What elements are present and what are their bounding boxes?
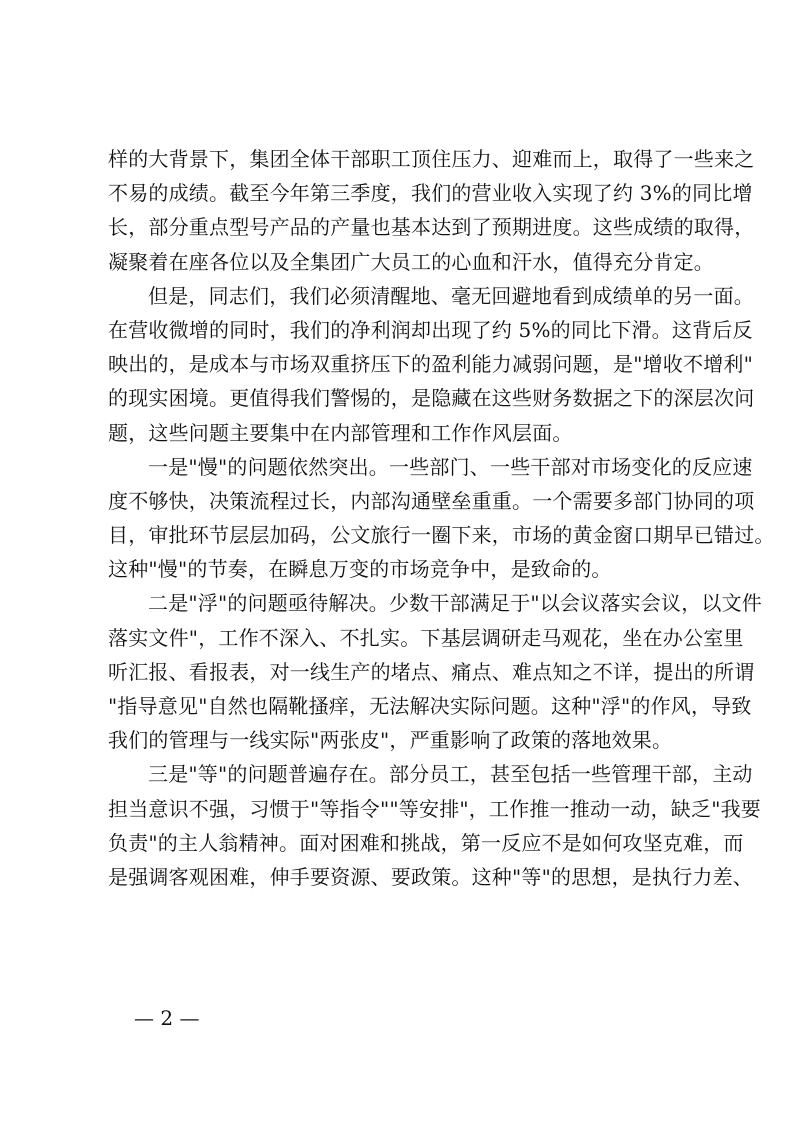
- paragraph: [108, 450, 775, 587]
- page-number: — 2 —: [134, 1006, 200, 1030]
- paragraph: [108, 757, 761, 894]
- document-body: [108, 142, 775, 894]
- text-line: 担当意识不强，习惯于"等指令""等安排"，工作推一推动一动，缺乏"我要: [108, 796, 761, 821]
- text-line: 我们的管理与一线实际"两张皮"，严重影响了政策的落地效果。: [108, 728, 673, 753]
- text-line: 三是"等"的问题普遍存在。部分员工，甚至包括一些管理干部，主动: [148, 762, 753, 787]
- text-line: 二是"浮"的问题亟待解决。少数干部满足于"以会议落实会议，以文件: [148, 591, 762, 616]
- text-line: 落实文件"，工作不深入、不扎实。下基层调研走马观花，坐在办公室里: [108, 625, 744, 650]
- text-line: 映出的，是成本与市场双重挤压下的盈利能力减弱问题，是"增收不增利": [108, 352, 753, 377]
- text-line: "指导意见"自然也隔靴搔痒，无法解决实际问题。这种"浮"的作风，导致: [108, 694, 752, 718]
- text-line: 题，这些问题主要集中在内部管理和工作作风层面。: [108, 420, 573, 445]
- text-line: 不易的成绩。截至今年第三季度，我们的营业收入实现了约 3%的同比增: [108, 181, 753, 206]
- text-line: 凝聚着在座各位以及全集团广大员工的心血和汗水，值得充分肯定。: [108, 249, 714, 274]
- text-line: 听汇报、看报表，对一线生产的堵点、痛点、难点知之不详，提出的所谓: [108, 659, 755, 684]
- text-line: 的现实困境。更值得我们警惕的，是隐藏在这些财务数据之下的深层次问: [108, 386, 755, 411]
- text-line: 负责"的主人翁精神。面对困难和挑战，第一反应不是如何攻坚克难，而: [108, 830, 744, 855]
- text-line: 一是"慢"的问题依然突出。一些部门、一些干部对市场变化的反应速: [148, 454, 753, 479]
- text-line: 样的大背景下，集团全体干部职工顶住压力、迎难而上，取得了一些来之: [108, 147, 755, 171]
- text-line: 是强调客观困难，伸手要资源、要政策。这种"等"的思想，是执行力差、: [108, 864, 753, 889]
- text-line: 长，部分重点型号产品的产量也基本达到了预期进度。这些成绩的取得，: [108, 215, 755, 240]
- text-line: 度不够快，决策流程过长，内部沟通壁垒重重。一个需要多部门协同的项: [108, 488, 755, 513]
- text-line: 但是，同志们，我们必须清醒地、毫无回避地看到成绩单的另一面。: [148, 283, 754, 308]
- paragraph: [108, 279, 755, 450]
- text-line: 这种"慢"的节奏，在瞬息万变的市场竞争中，是致命的。: [108, 557, 612, 582]
- text-line: 在营收微增的同时，我们的净利润却出现了约 5%的同比下滑。这背后反: [108, 317, 753, 342]
- text-line: 目，审批环节层层加码，公文旅行一圈下来，市场的黄金窗口期早已错过。: [108, 523, 775, 548]
- paragraph: [108, 586, 762, 757]
- paragraph: [108, 142, 755, 279]
